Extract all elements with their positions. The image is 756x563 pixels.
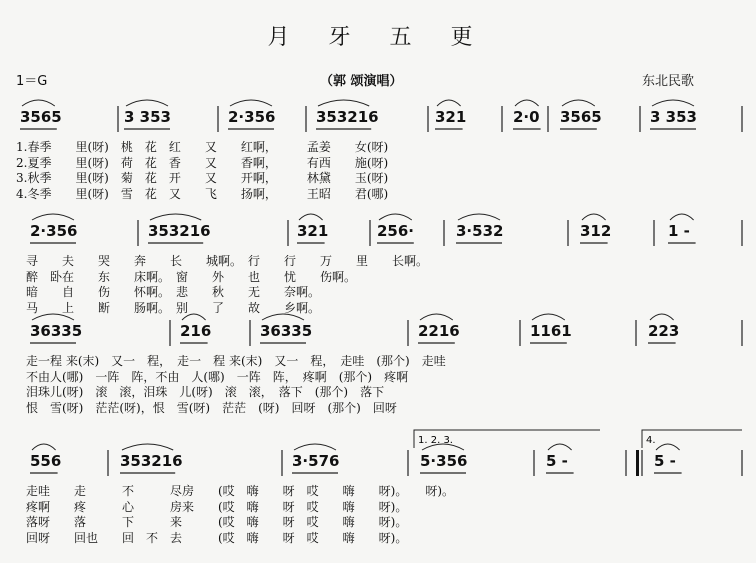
- slur-arc: [379, 214, 412, 220]
- note-group: 353216: [316, 108, 379, 126]
- lyric-line: 疼啊 疼 心 房来 (哎 嗨 呀 哎 嗨 呀)。: [26, 499, 408, 514]
- note-group: 1 -: [668, 222, 690, 240]
- note-group: 36335: [260, 322, 313, 340]
- volta-bracket-second: [642, 430, 742, 448]
- repeat-bar: [636, 450, 639, 476]
- slur-arc: [515, 100, 539, 106]
- slur-arc: [230, 100, 272, 106]
- lyric-line: 走哇 走 不 尽房 (哎 嗨 呀 哎 嗨 呀)。 呀)。: [26, 484, 455, 498]
- slur-arc: [420, 314, 453, 320]
- note-group: 216: [180, 322, 212, 340]
- key-signature: 1＝G: [16, 74, 48, 89]
- note-group: 3·532: [456, 222, 504, 240]
- slur-arc: [650, 314, 674, 320]
- slur-arc: [652, 100, 694, 106]
- lyric-line: 落呀 落 下 来 (哎 嗨 呀 哎 嗨 呀)。: [26, 515, 408, 529]
- note-group: 312: [580, 222, 612, 240]
- lyric-line: 马 上 断 肠啊。 别 了 故 乡啊。: [26, 300, 321, 315]
- note-group: 2·0: [513, 108, 540, 126]
- slur-arc: [150, 214, 201, 220]
- slur-arc: [122, 444, 173, 450]
- note-group: 321: [435, 108, 467, 126]
- lyric-line: 4.冬季 里(呀) 雪 花 又 飞 扬啊， 王昭 君(哪): [16, 186, 389, 201]
- note-group: 5·356: [420, 452, 468, 470]
- note-group: 3·576: [292, 452, 340, 470]
- note-group: 2·356: [228, 108, 276, 126]
- slur-arc: [582, 214, 606, 220]
- slur-arc: [126, 100, 168, 106]
- slur-arc: [437, 100, 461, 106]
- slur-arc: [532, 314, 565, 320]
- lyric-line: 恨 雪(呀) 茫茫(呀)，恨 雪(呀) 茫茫 (呀) 回呀 (那个) 回呀: [26, 400, 397, 415]
- slur-arc: [670, 214, 694, 220]
- lyric-line: 不由人(哪) 一阵 阵，不由 人(哪) 一阵 阵， 疼啊 (那个) 疼啊: [26, 369, 409, 384]
- note-group: 353216: [120, 452, 183, 470]
- lyric-line: 3.秋季 里(呀) 菊 花 开 又 开啊， 林黛 玉(呀): [16, 171, 389, 185]
- note-group: 256·: [377, 222, 415, 240]
- song-origin: 东北民歌: [642, 74, 695, 89]
- note-group: 3 353: [124, 108, 171, 126]
- note-group: 3565: [20, 108, 62, 126]
- slur-arc: [458, 214, 500, 220]
- note-group: 36335: [30, 322, 83, 340]
- volta-bracket-first-label: 1. 2. 3.: [418, 435, 453, 446]
- lyric-line: 醉 卧在 东 床啊。 窗 外 也 忧 伤啊。: [26, 269, 357, 284]
- lyric-line: 1.春季 里(呀) 桃 花 红 又 红啊， 孟姜 女(呀): [16, 140, 389, 154]
- note-group: 353216: [148, 222, 211, 240]
- note-group: 223: [648, 322, 680, 340]
- slur-arc: [262, 314, 304, 320]
- lyric-line: 2.夏季 里(呀) 荷 花 香 又 香啊， 有西 施(呀): [16, 155, 389, 170]
- note-group: 2216: [418, 322, 460, 340]
- lyric-line: 暗 自 伤 怀啊。 悲 秋 无 奈啊。: [26, 285, 321, 299]
- slur-arc: [32, 444, 56, 450]
- note-group: 5 -: [546, 452, 568, 470]
- slur-arc: [656, 444, 680, 450]
- slur-arc: [32, 214, 74, 220]
- slur-arc: [299, 214, 323, 220]
- slur-arc: [318, 100, 369, 106]
- lyric-line: 走一程 来(末) 又一 程， 走一 程 来(末) 又一 程， 走哇 (那个) 走哇: [26, 354, 446, 368]
- lyric-line: 泪珠儿(呀) 滚 滚，泪珠 儿(呀) 滚 滚， 落下 (那个) 落下: [26, 385, 385, 399]
- performer-credit: （郭 颂演唱）: [320, 74, 403, 89]
- note-group: 3 353: [650, 108, 697, 126]
- volta-bracket-second-label: 4.: [646, 435, 656, 446]
- lyric-line: 寻 夫 哭 奔 长 城啊。 行 行 万 里 长啊。: [26, 254, 429, 268]
- slur-arc: [182, 314, 206, 320]
- note-group: 3565: [560, 108, 602, 126]
- note-group: 321: [297, 222, 329, 240]
- note-group: 5 -: [654, 452, 676, 470]
- song-title: 月 牙 五 更: [267, 25, 489, 50]
- slur-arc: [294, 444, 336, 450]
- slur-arc: [32, 314, 74, 320]
- note-group: 556: [30, 452, 62, 470]
- slur-arc: [562, 100, 595, 106]
- slur-arc: [22, 100, 55, 106]
- lyric-line: 回呀 回也 回 不 去 (哎 嗨 呀 哎 嗨 呀)。: [26, 530, 408, 545]
- note-group: 2·356: [30, 222, 78, 240]
- slur-arc: [548, 444, 572, 450]
- note-group: 1161: [530, 322, 572, 340]
